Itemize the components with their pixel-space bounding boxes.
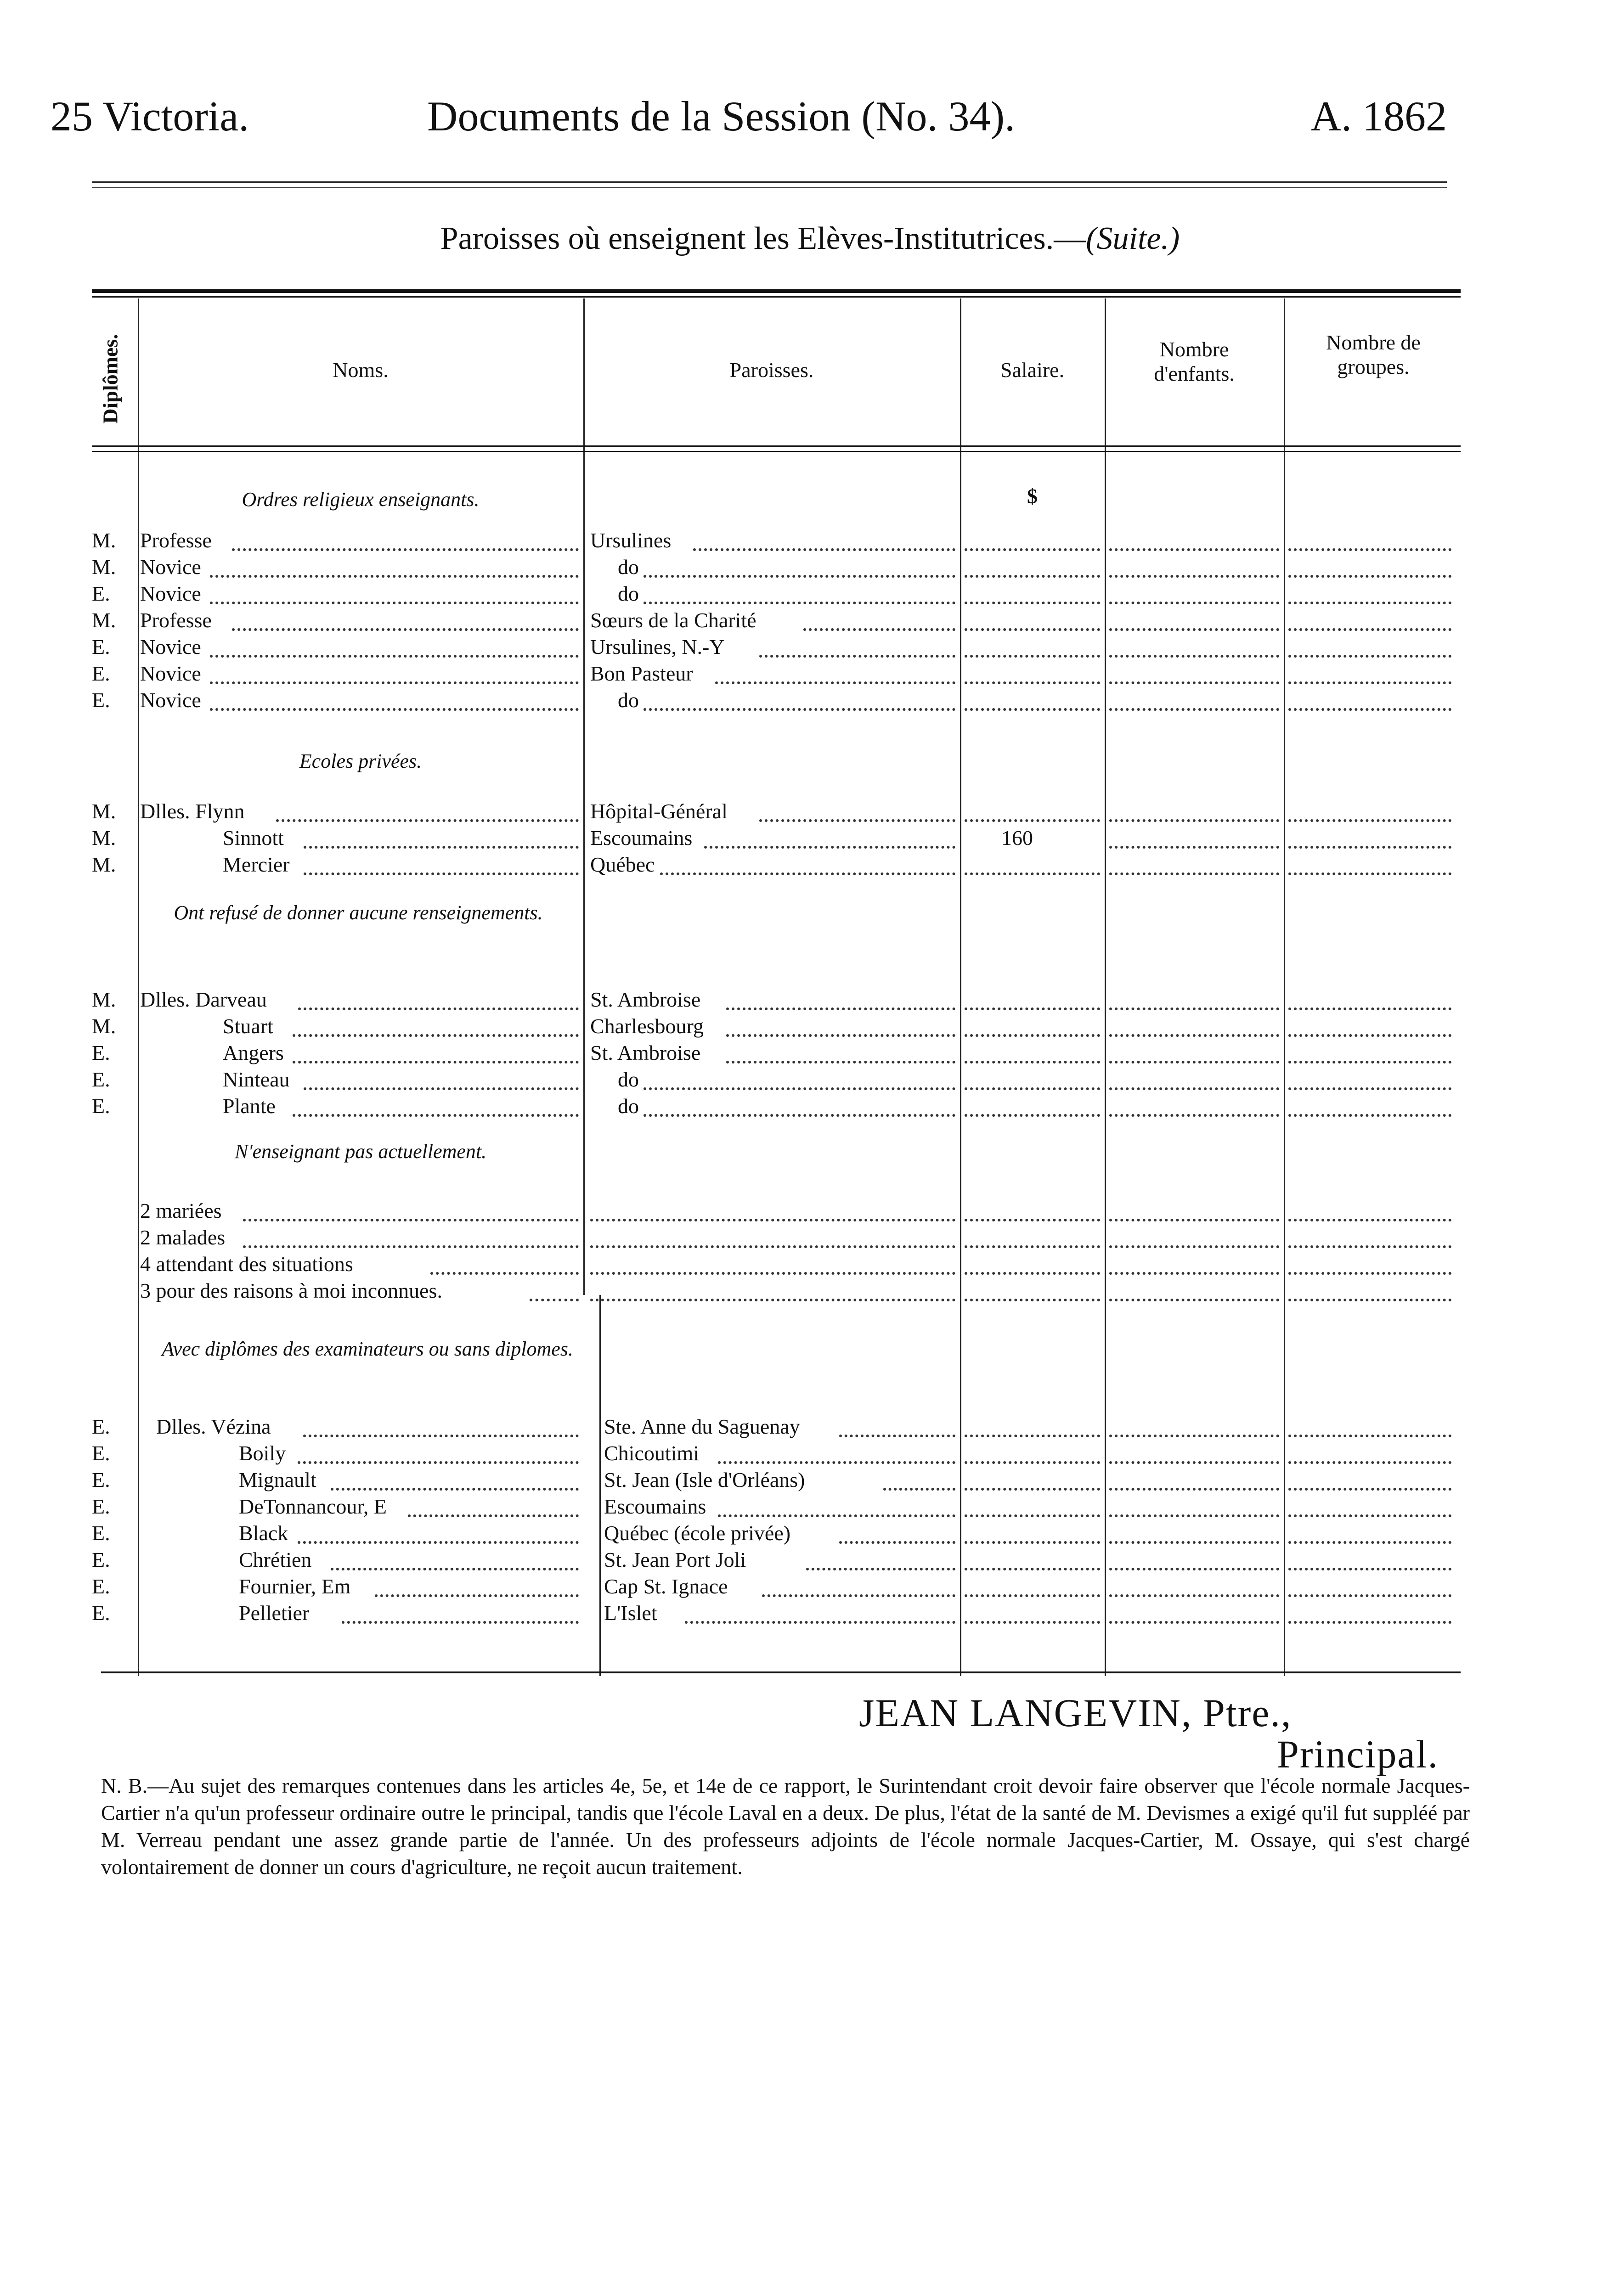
row-groupes-leader: [1288, 1272, 1451, 1275]
row-diplome: M.: [92, 529, 116, 552]
row-groupes-leader: [1288, 1594, 1451, 1597]
col-rule-noms: [583, 298, 585, 1295]
row-paroisse: do: [618, 1068, 639, 1091]
row-enfants-leader: [1109, 548, 1279, 551]
col-rule-salaire: [1105, 298, 1106, 1676]
row-enfants-leader: [1109, 681, 1279, 684]
row-nom-leader: [243, 1245, 579, 1248]
row-paroisse-leader: [726, 1007, 955, 1010]
row-groupes-leader: [1288, 1219, 1451, 1221]
row-nom-leader: [331, 1488, 579, 1491]
salaire-currency: $: [1027, 484, 1038, 508]
row-paroisse: do: [618, 555, 639, 579]
row-groupes-leader: [1288, 1245, 1451, 1248]
row-nom: Angers: [223, 1041, 284, 1064]
row-groupes-leader: [1288, 628, 1451, 631]
row-paroisse-leader: [643, 575, 955, 578]
col-header-paroisses: Paroisses.: [729, 358, 814, 382]
row-paroisse-leader: [759, 819, 955, 822]
header-rule-2: [92, 187, 1447, 188]
row-nom: 4 attendant des situations: [140, 1252, 353, 1276]
row-nom: Plante: [223, 1094, 276, 1118]
row-groupes-leader: [1288, 1568, 1451, 1570]
row-paroisse: do: [618, 688, 639, 712]
row-groupes-leader: [1288, 1461, 1451, 1464]
row-nom-leader: [298, 1461, 579, 1464]
row-paroisse: Bon Pasteur: [590, 662, 693, 685]
row-nom-leader: [408, 1514, 579, 1517]
col-header-groupes: Nombre de groupes.: [1326, 331, 1421, 378]
row-groupes-leader: [1288, 872, 1451, 875]
row-paroisse-leader: [590, 1272, 955, 1275]
section-avec-diplomes: Avec diplômes des examinateurs ou sans diplomes.: [162, 1338, 573, 1360]
row-nom: Chrétien: [239, 1548, 312, 1571]
row-paroisse: L'Islet: [604, 1601, 657, 1625]
row-paroisse-leader: [643, 708, 955, 711]
row-salaire-leader: [965, 575, 1100, 578]
row-groupes-leader: [1288, 1087, 1451, 1090]
row-nom-leader: [430, 1272, 579, 1275]
row-paroisse-leader: [839, 1541, 955, 1544]
table-bottom-rule: [101, 1671, 1461, 1673]
row-enfants-leader: [1109, 1299, 1279, 1301]
row-nom: DeTonnancour, E: [239, 1495, 387, 1518]
row-nom: Mignault: [239, 1468, 316, 1491]
row-paroisse-leader: [718, 1461, 955, 1464]
row-enfants-leader: [1109, 575, 1279, 578]
row-paroisse-leader: [839, 1435, 955, 1437]
row-nom: Sinnott: [223, 826, 284, 850]
row-nom: Novice: [140, 662, 201, 685]
row-salaire-leader: [965, 1514, 1100, 1517]
section-nenseignant: N'enseignant pas actuellement.: [234, 1140, 487, 1163]
row-nom: Novice: [140, 555, 201, 579]
row-nom-leader: [293, 1034, 579, 1037]
row-salaire-leader: [965, 1299, 1100, 1301]
header-rule: [92, 181, 1447, 183]
row-paroisse: St. Jean (Isle d'Orléans): [604, 1468, 805, 1491]
table-title-suffix: (Suite.): [1086, 221, 1180, 256]
row-salaire: 160: [1001, 826, 1033, 850]
signature-name: JEAN LANGEVIN, Ptre.,: [859, 1691, 1292, 1735]
row-enfants-leader: [1109, 708, 1279, 711]
section-ecoles-privees: Ecoles privées.: [299, 750, 422, 772]
row-paroisse-leader: [726, 1034, 955, 1037]
row-enfants-leader: [1109, 1541, 1279, 1544]
row-groupes-leader: [1288, 708, 1451, 711]
row-nom: 2 mariées: [140, 1199, 222, 1222]
row-enfants-leader: [1109, 628, 1279, 631]
col-header-salaire: Salaire.: [1000, 358, 1065, 382]
row-salaire-leader: [965, 602, 1100, 604]
row-paroisse-leader: [718, 1514, 955, 1517]
row-enfants-leader: [1109, 1007, 1279, 1010]
row-nom: Novice: [140, 688, 201, 712]
row-paroisse: Sœurs de la Charité: [590, 608, 756, 632]
row-paroisse: Charlesbourg: [590, 1014, 704, 1038]
row-enfants-leader: [1109, 1568, 1279, 1570]
row-diplome: E.: [92, 1068, 110, 1091]
row-salaire-leader: [965, 1488, 1100, 1491]
row-enfants-leader: [1109, 819, 1279, 822]
row-paroisse-leader: [803, 628, 955, 631]
row-salaire-leader: [965, 655, 1100, 658]
row-nom-leader: [232, 548, 579, 551]
running-header-right: A. 1862: [1310, 93, 1447, 140]
row-paroisse: Escoumains: [590, 826, 693, 850]
row-salaire-leader: [965, 1435, 1100, 1437]
row-diplome: E.: [92, 1521, 110, 1545]
row-salaire-leader: [965, 681, 1100, 684]
row-diplome: M.: [92, 988, 116, 1011]
table-top-rule: [92, 289, 1461, 293]
row-nom-leader: [210, 575, 579, 578]
running-header: [51, 92, 1447, 152]
row-diplome: E.: [92, 688, 110, 712]
col-header-noms: Noms.: [333, 358, 389, 382]
row-paroisse-leader: [726, 1061, 955, 1064]
row-salaire-leader: [965, 628, 1100, 631]
row-nom: Dlles. Flynn: [140, 799, 245, 823]
row-enfants-leader: [1109, 1245, 1279, 1248]
row-enfants-leader: [1109, 1514, 1279, 1517]
row-nom-leader: [304, 1087, 579, 1090]
teachers-table: [92, 289, 1461, 1667]
row-paroisse-leader: [643, 1087, 955, 1090]
row-groupes-leader: [1288, 655, 1451, 658]
row-paroisse-leader: [590, 1245, 955, 1248]
row-enfants-leader: [1109, 1061, 1279, 1064]
row-groupes-leader: [1288, 681, 1451, 684]
row-nom-leader: [243, 1219, 579, 1221]
row-paroisse-leader: [715, 681, 955, 684]
row-nom-leader: [298, 1007, 579, 1010]
table-top-rule-2: [92, 296, 1461, 298]
row-paroisse-leader: [643, 602, 955, 604]
running-header-center: Documents de la Session (No. 34).: [427, 93, 1016, 140]
row-nom-leader: [304, 846, 579, 849]
row-nom-leader: [303, 1435, 579, 1437]
nota-bene-paragraph: N. B.—Au sujet des remarques contenues dans les articles 4e, 5e, et 14e de ce rapport, le Surintendant croit devoir faire observer que l'école normale Jacques-Cartier n'a qu'un professeur ordinaire outre le principal, tandis que l'école Laval en a deux. De plus, l'état de la santé de M. Devismes a exigé qu'il fut suppléé par M. Verreau pendant une assez grande partie de l'année. Un des professeurs adjoints de l'école normale Jacques-Cartier, M. Ossaye, qui s'est chargé volontairement de donner un cours d'agriculture, ne reçoit aucun traitement.: [101, 1774, 1470, 1879]
row-paroisse: St. Ambroise: [590, 988, 701, 1011]
row-nom: 2 malades: [140, 1226, 226, 1249]
row-nom: Mercier: [223, 853, 290, 876]
row-paroisse: Cap St. Ignace: [604, 1575, 728, 1598]
row-diplome: M.: [92, 1014, 116, 1038]
row-nom: Professe: [140, 608, 212, 632]
col-header-diplomes: Diplômes.: [98, 334, 122, 424]
row-nom: Boily: [239, 1441, 286, 1465]
row-paroisse-leader: [660, 872, 955, 875]
row-diplome: E.: [92, 635, 110, 658]
row-paroisse-leader: [590, 1299, 955, 1301]
row-nom-leader: [293, 1114, 579, 1117]
row-salaire-leader: [965, 819, 1100, 822]
row-groupes-leader: [1288, 1114, 1451, 1117]
row-nom-leader: [375, 1594, 579, 1597]
row-enfants-leader: [1109, 1621, 1279, 1624]
row-paroisse-leader: [762, 1594, 955, 1597]
row-salaire-leader: [965, 1541, 1100, 1544]
row-groupes-leader: [1288, 602, 1451, 604]
row-nom-leader: [530, 1299, 579, 1301]
col-rule-noms-lower: [599, 1295, 601, 1676]
row-paroisse: Québec (école privée): [604, 1521, 791, 1545]
row-salaire-leader: [965, 1219, 1100, 1221]
row-salaire-leader: [965, 1568, 1100, 1570]
row-paroisse-leader: [693, 548, 955, 551]
row-diplome: M.: [92, 826, 116, 850]
col-rule-enfants: [1284, 298, 1285, 1676]
row-enfants-leader: [1109, 1435, 1279, 1437]
row-salaire-leader: [965, 708, 1100, 711]
row-paroisse: do: [618, 1094, 639, 1118]
row-nom: Professe: [140, 529, 212, 552]
row-groupes-leader: [1288, 1514, 1451, 1517]
row-salaire-leader: [965, 1594, 1100, 1597]
row-nom: Fournier, Em: [239, 1575, 351, 1598]
row-paroisse: Québec: [590, 853, 655, 876]
row-diplome: E.: [92, 582, 110, 605]
row-salaire-leader: [965, 1114, 1100, 1117]
row-enfants-leader: [1109, 872, 1279, 875]
row-nom-leader: [298, 1541, 579, 1544]
row-paroisse: Ste. Anne du Saguenay: [604, 1415, 800, 1438]
row-groupes-leader: [1288, 1541, 1451, 1544]
header-bottom-rule: [92, 445, 1461, 447]
row-groupes-leader: [1288, 1007, 1451, 1010]
row-paroisse: Ursulines: [590, 529, 672, 552]
row-nom-leader: [293, 1061, 579, 1064]
row-salaire-leader: [965, 1461, 1100, 1464]
row-groupes-leader: [1288, 1621, 1451, 1624]
row-diplome: E.: [92, 1601, 110, 1625]
row-paroisse: St. Ambroise: [590, 1041, 701, 1064]
row-enfants-leader: [1109, 655, 1279, 658]
row-salaire-leader: [965, 1007, 1100, 1010]
row-salaire-leader: [965, 1245, 1100, 1248]
row-paroisse: Escoumains: [604, 1495, 706, 1518]
col-header-enfants: Nombre d'enfants.: [1154, 338, 1235, 385]
signature-title: Principal.: [1277, 1732, 1439, 1776]
table-title: [0, 220, 1620, 257]
row-enfants-leader: [1109, 1461, 1279, 1464]
row-diplome: E.: [92, 1575, 110, 1598]
row-enfants-leader: [1109, 602, 1279, 604]
row-nom: Ninteau: [223, 1068, 290, 1091]
row-enfants-leader: [1109, 1034, 1279, 1037]
row-groupes-leader: [1288, 819, 1451, 822]
row-groupes-leader: [1288, 575, 1451, 578]
row-nom: Novice: [140, 582, 201, 605]
row-nom-leader: [210, 681, 579, 684]
row-paroisse: St. Jean Port Joli: [604, 1548, 746, 1571]
row-nom-leader: [342, 1621, 579, 1624]
row-diplome: E.: [92, 1415, 110, 1438]
row-groupes-leader: [1288, 1488, 1451, 1491]
row-paroisse: Hôpital-Général: [590, 799, 728, 823]
row-nom: Pelletier: [239, 1601, 310, 1625]
row-diplome: M.: [92, 555, 116, 579]
section-ordres-religieux: Ordres religieux enseignants.: [242, 488, 480, 511]
row-nom: Dlles. Vézina: [156, 1415, 271, 1438]
row-salaire-leader: [965, 548, 1100, 551]
row-nom: Stuart: [223, 1014, 273, 1038]
row-paroisse: Chicoutimi: [604, 1441, 699, 1465]
row-enfants-leader: [1109, 846, 1279, 849]
row-diplome: E.: [92, 1041, 110, 1064]
row-nom-leader: [276, 819, 579, 822]
row-salaire-leader: [965, 1621, 1100, 1624]
row-enfants-leader: [1109, 1087, 1279, 1090]
row-nom-leader: [210, 708, 579, 711]
row-paroisse-leader: [883, 1488, 955, 1491]
header-bottom-rule-2: [92, 451, 1461, 452]
row-nom-leader: [232, 628, 579, 631]
row-nom-leader: [331, 1568, 579, 1570]
row-diplome: M.: [92, 608, 116, 632]
row-groupes-leader: [1288, 1061, 1451, 1064]
row-diplome: E.: [92, 1468, 110, 1491]
row-diplome: M.: [92, 799, 116, 823]
row-salaire-leader: [965, 1087, 1100, 1090]
row-nom-leader: [304, 872, 579, 875]
row-paroisse: do: [618, 582, 639, 605]
row-paroisse-leader: [590, 1219, 955, 1221]
running-header-left: 25 Victoria.: [51, 93, 249, 140]
row-paroisse-leader: [643, 1114, 955, 1117]
row-groupes-leader: [1288, 1299, 1451, 1301]
row-diplome: E.: [92, 1094, 110, 1118]
row-salaire-leader: [965, 1272, 1100, 1275]
row-nom: Black: [239, 1521, 288, 1545]
row-diplome: M.: [92, 853, 116, 876]
row-nom: 3 pour des raisons à moi inconnues.: [140, 1279, 442, 1302]
row-enfants-leader: [1109, 1594, 1279, 1597]
row-nom-leader: [210, 602, 579, 604]
row-paroisse-leader: [759, 655, 955, 658]
row-paroisse: Ursulines, N.-Y: [590, 635, 725, 658]
section-ont-refuse: Ont refusé de donner aucune renseignements.: [174, 901, 543, 924]
table-title-main: Paroisses où enseignent les Elèves-Institutrices.—: [440, 221, 1086, 256]
row-enfants-leader: [1109, 1488, 1279, 1491]
row-paroisse-leader: [806, 1568, 955, 1570]
row-salaire-leader: [965, 1061, 1100, 1064]
row-enfants-leader: [1109, 1272, 1279, 1275]
row-paroisse-leader: [704, 846, 955, 849]
row-salaire-leader: [965, 1034, 1100, 1037]
row-groupes-leader: [1288, 1034, 1451, 1037]
row-diplome: E.: [92, 1441, 110, 1465]
row-groupes-leader: [1288, 1435, 1451, 1437]
row-groupes-leader: [1288, 846, 1451, 849]
row-diplome: E.: [92, 662, 110, 685]
row-groupes-leader: [1288, 548, 1451, 551]
row-enfants-leader: [1109, 1114, 1279, 1117]
row-diplome: E.: [92, 1495, 110, 1518]
row-enfants-leader: [1109, 1219, 1279, 1221]
row-diplome: E.: [92, 1548, 110, 1571]
row-paroisse-leader: [685, 1621, 955, 1624]
row-salaire-leader: [965, 872, 1100, 875]
row-nom: Dlles. Darveau: [140, 988, 267, 1011]
row-nom: Novice: [140, 635, 201, 658]
row-nom-leader: [210, 655, 579, 658]
